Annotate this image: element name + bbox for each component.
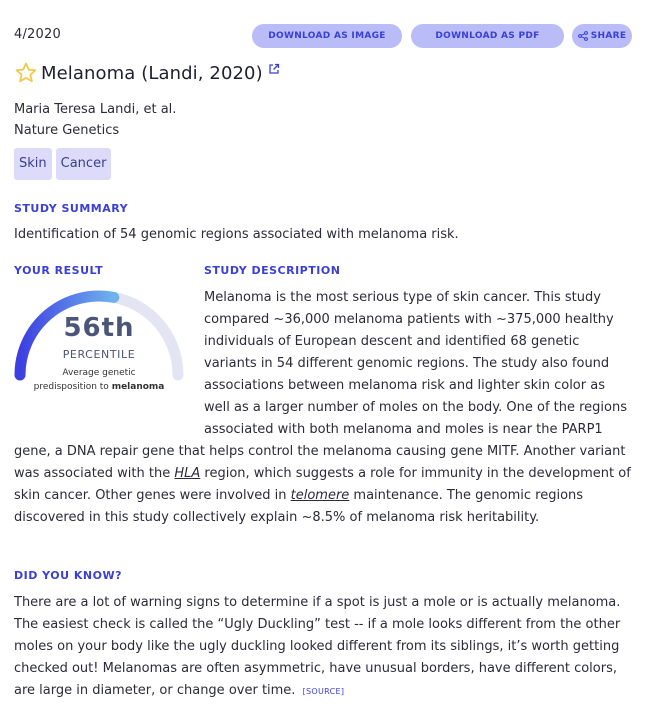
gauge-caption [14,366,184,394]
gauge-caption-line1: Average genetic [62,368,136,378]
study-journal: Nature Genetics [14,123,120,138]
download-pdf-button[interactable]: DOWNLOAD AS PDF [411,24,564,48]
external-link-icon[interactable] [268,63,280,75]
share-icon [578,31,588,41]
study-authors: Maria Teresa Landi, et al. [14,102,177,117]
description-text-2: region, which suggests a role for immunity in the development of skin cancer. Other genes were involved in [14,466,631,503]
percentile-label: PERCENTILE [62,348,136,361]
study-description-heading: STUDY DESCRIPTION [204,264,341,277]
percentile-value: 56th [63,313,135,343]
your-result-heading: YOUR RESULT [14,264,104,277]
percentile-gauge [14,285,184,392]
tag-skin[interactable]: Skin [14,148,52,180]
did-you-know-text [14,592,634,703]
hla-link[interactable]: HLA [174,466,201,481]
share-label: SHARE [590,31,627,41]
description-text-3: maintenance. The genomic regions discovered in this study collectively explain ~8.5% of melanoma risk heritability. [14,488,584,525]
telomere-link[interactable]: telomere [290,488,350,503]
title-row [14,60,280,86]
tag-cancer[interactable]: Cancer [56,148,112,180]
source-link[interactable]: [SOURCE] [302,687,345,696]
star-icon[interactable] [14,61,38,85]
study-byline [14,99,176,141]
download-image-button[interactable]: DOWNLOAD AS IMAGE [252,24,402,48]
did-you-know-body: There are a lot of warning signs to determine if a spot is just a mole or is actually melanoma. The easiest check is called the “Ugly Duckling” test -- if a mole looks different from the other moles on your body like the ugly duckling looked different from its siblings, it’s worth getting checked out! Melanomas are often asymmetric, have unusual borders, have different colors, are large in diameter, or change over time. [14,595,621,698]
study-title: Melanoma (Landi, 2020) [41,62,263,84]
gauge-caption-bold: melanoma [111,382,165,392]
description-text-1: Melanoma is the most serious type of skin cancer. This study compared ~36,000 melanoma patients with ~375,000 healthy individuals of European descent and identified 68 genetic variants in 54 different genomic regions. The study also found associations between melanoma risk and lighter skin color as well as a larger number of moles on the body. One of the regions associated with both melanoma and moles is near the PARP1 gene, a DNA repair gene that helps control the melanoma causing gene MITF. Another variant was associated with the [14,290,628,481]
share-button[interactable] [572,24,632,48]
tag-list [14,148,115,180]
study-date: 4/2020 [14,27,61,42]
did-you-know-heading: DID YOU KNOW? [14,569,122,582]
study-summary-text: Identification of 54 genomic regions associated with melanoma risk. [14,227,459,242]
study-summary-heading: STUDY SUMMARY [14,202,129,215]
gauge-caption-middle: predisposition to [33,382,109,392]
gauge-caption-line2 [14,380,184,394]
